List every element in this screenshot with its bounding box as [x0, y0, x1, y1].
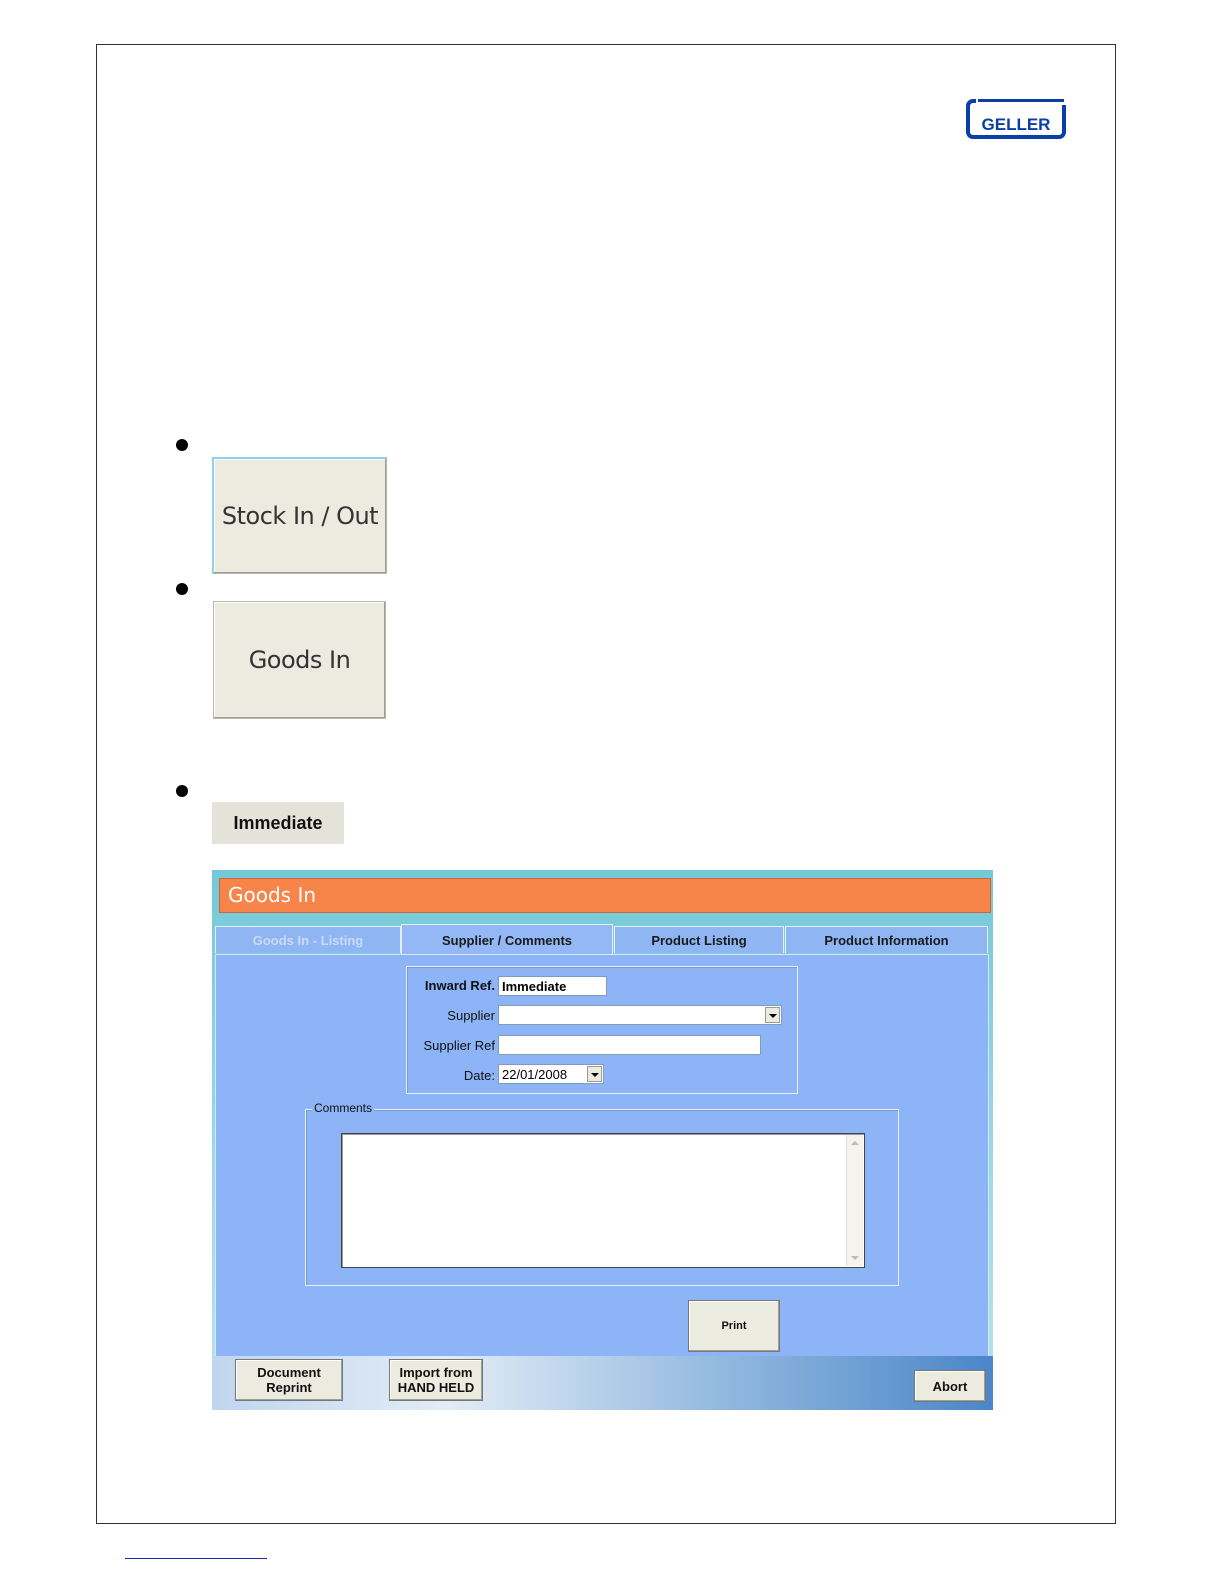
comments-textarea[interactable]: [341, 1133, 865, 1268]
supplier-select[interactable]: [498, 1005, 782, 1025]
supplier-label: Supplier: [447, 1008, 495, 1023]
window-title: Goods In: [228, 883, 317, 907]
date-value: 22/01/2008: [502, 1067, 568, 1082]
date-label: Date:: [463, 1068, 495, 1083]
window-title-bar: [219, 878, 991, 913]
tab-goods-in-listing[interactable]: Goods In - Listing: [215, 926, 401, 953]
comments-scrollbar[interactable]: [846, 1135, 863, 1266]
comments-group: [305, 1101, 899, 1286]
supplier-ref-label: Supplier Ref: [423, 1038, 495, 1053]
supplier-ref-field[interactable]: [498, 1035, 761, 1055]
geller-logo: [966, 96, 1066, 140]
tab-product-listing[interactable]: Product Listing: [614, 926, 784, 953]
date-picker[interactable]: [498, 1064, 604, 1084]
window-footer: [212, 1356, 993, 1410]
document-reprint-button[interactable]: Document Reprint: [235, 1359, 343, 1401]
comments-label: Comments: [314, 1101, 373, 1115]
supplier-group: [406, 966, 798, 1094]
chevron-down-icon[interactable]: [765, 1007, 780, 1023]
inward-ref-label: Inward Ref.: [424, 978, 495, 993]
goods-in-button[interactable]: Goods In: [213, 601, 386, 719]
inward-ref-field[interactable]: Immediate: [498, 976, 607, 996]
immediate-button[interactable]: Immediate: [212, 802, 344, 844]
bullet-3: [176, 785, 188, 797]
bullet-2: [176, 583, 188, 595]
supplier-comments-panel: [215, 954, 989, 1358]
scroll-down-icon[interactable]: [851, 1256, 859, 1260]
footnote-separator: [125, 1558, 267, 1559]
goods-in-window: [212, 870, 993, 1410]
abort-button[interactable]: Abort: [914, 1370, 986, 1402]
tab-product-information[interactable]: Product Information: [785, 926, 988, 953]
scroll-up-icon[interactable]: [851, 1141, 859, 1145]
bullet-1: [176, 439, 188, 451]
chevron-down-icon[interactable]: [587, 1066, 602, 1082]
import-hand-held-button[interactable]: Import from HAND HELD: [389, 1359, 483, 1401]
tab-supplier-comments[interactable]: Supplier / Comments: [401, 924, 613, 955]
print-button[interactable]: Print: [688, 1300, 780, 1352]
tab-strip: [215, 926, 990, 954]
stock-in-out-button[interactable]: Stock In / Out: [212, 457, 387, 574]
logo-text: GELLER: [981, 115, 1051, 134]
